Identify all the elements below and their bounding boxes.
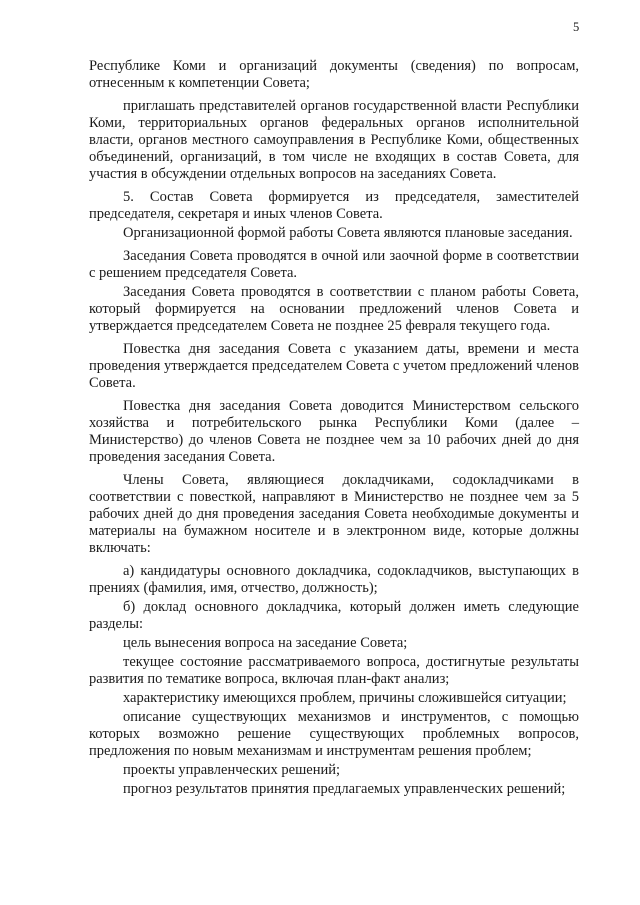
- paragraph: цель вынесения вопроса на заседание Совета;: [123, 635, 408, 651]
- paragraph: Организационной формой работы Совета являются плановые заседания.: [123, 225, 573, 241]
- paragraph: Члены Совета, являющиеся докладчиками, содокладчиками в соответствии с повесткой, направляют в Министерство не позднее чем за 5 рабочих дней до дня проведения заседания Совета необходимые документы и материалы на бумажном носителе и в электронном виде, которые должны включать:: [89, 472, 579, 556]
- paragraph: прогноз результатов принятия предлагаемых управленческих решений;: [123, 781, 566, 797]
- paragraph: приглашать представителей органов государственной власти Республики Коми, территориальных органов федеральных органов исполнительной власти, органов местного самоуправления в Республике Коми, общественных объединений, организаций, в том числе не входящих в состав Совета, для участия в обсуждении отдельных вопросов на заседаниях Совета.: [89, 98, 579, 182]
- page-number: 5: [573, 20, 580, 34]
- paragraph: описание существующих механизмов и инструментов, с помощью которых возможно решение существующих проблемных вопросов, предложения по новым механизмам и инструментам решения проблем;: [89, 709, 579, 759]
- document-body: [89, 58, 579, 800]
- paragraph: Заседания Совета проводятся в соответствии с планом работы Совета, который формируется на основании предложений членов Совета и утверждается председателем Совета не позднее 25 февраля текущего года.: [89, 284, 579, 334]
- paragraph: характеристику имеющихся проблем, причины сложившейся ситуации;: [123, 690, 567, 706]
- paragraph: текущее состояние рассматриваемого вопроса, достигнутые результаты развития по тематике вопроса, включая план-факт анализ;: [89, 654, 579, 687]
- paragraph: б) доклад основного докладчика, который должен иметь следующие разделы:: [89, 599, 579, 632]
- paragraph: Заседания Совета проводятся в очной или заочной форме в соответствии с решением председателя Совета.: [89, 248, 579, 281]
- paragraph: Республике Коми и организаций документы (сведения) по вопросам, отнесенным к компетенции Совета;: [89, 58, 579, 91]
- paragraph: Повестка дня заседания Совета доводится Министерством сельского хозяйства и потребительского рынка Республики Коми (далее – Министерство) до членов Совета не позднее чем за 10 рабочих дней до дня проведения заседания Совета.: [89, 398, 579, 465]
- paragraph: а) кандидатуры основного докладчика, содокладчиков, выступающих в прениях (фамилия, имя, отчество, должность);: [89, 563, 579, 596]
- paragraph: 5. Состав Совета формируется из председателя, заместителей председателя, секретаря и иных членов Совета.: [89, 189, 579, 222]
- paragraph: Повестка дня заседания Совета с указанием даты, времени и места проведения утверждается председателем Совета с учетом предложений членов Совета.: [89, 341, 579, 391]
- paragraph: проекты управленческих решений;: [123, 762, 341, 778]
